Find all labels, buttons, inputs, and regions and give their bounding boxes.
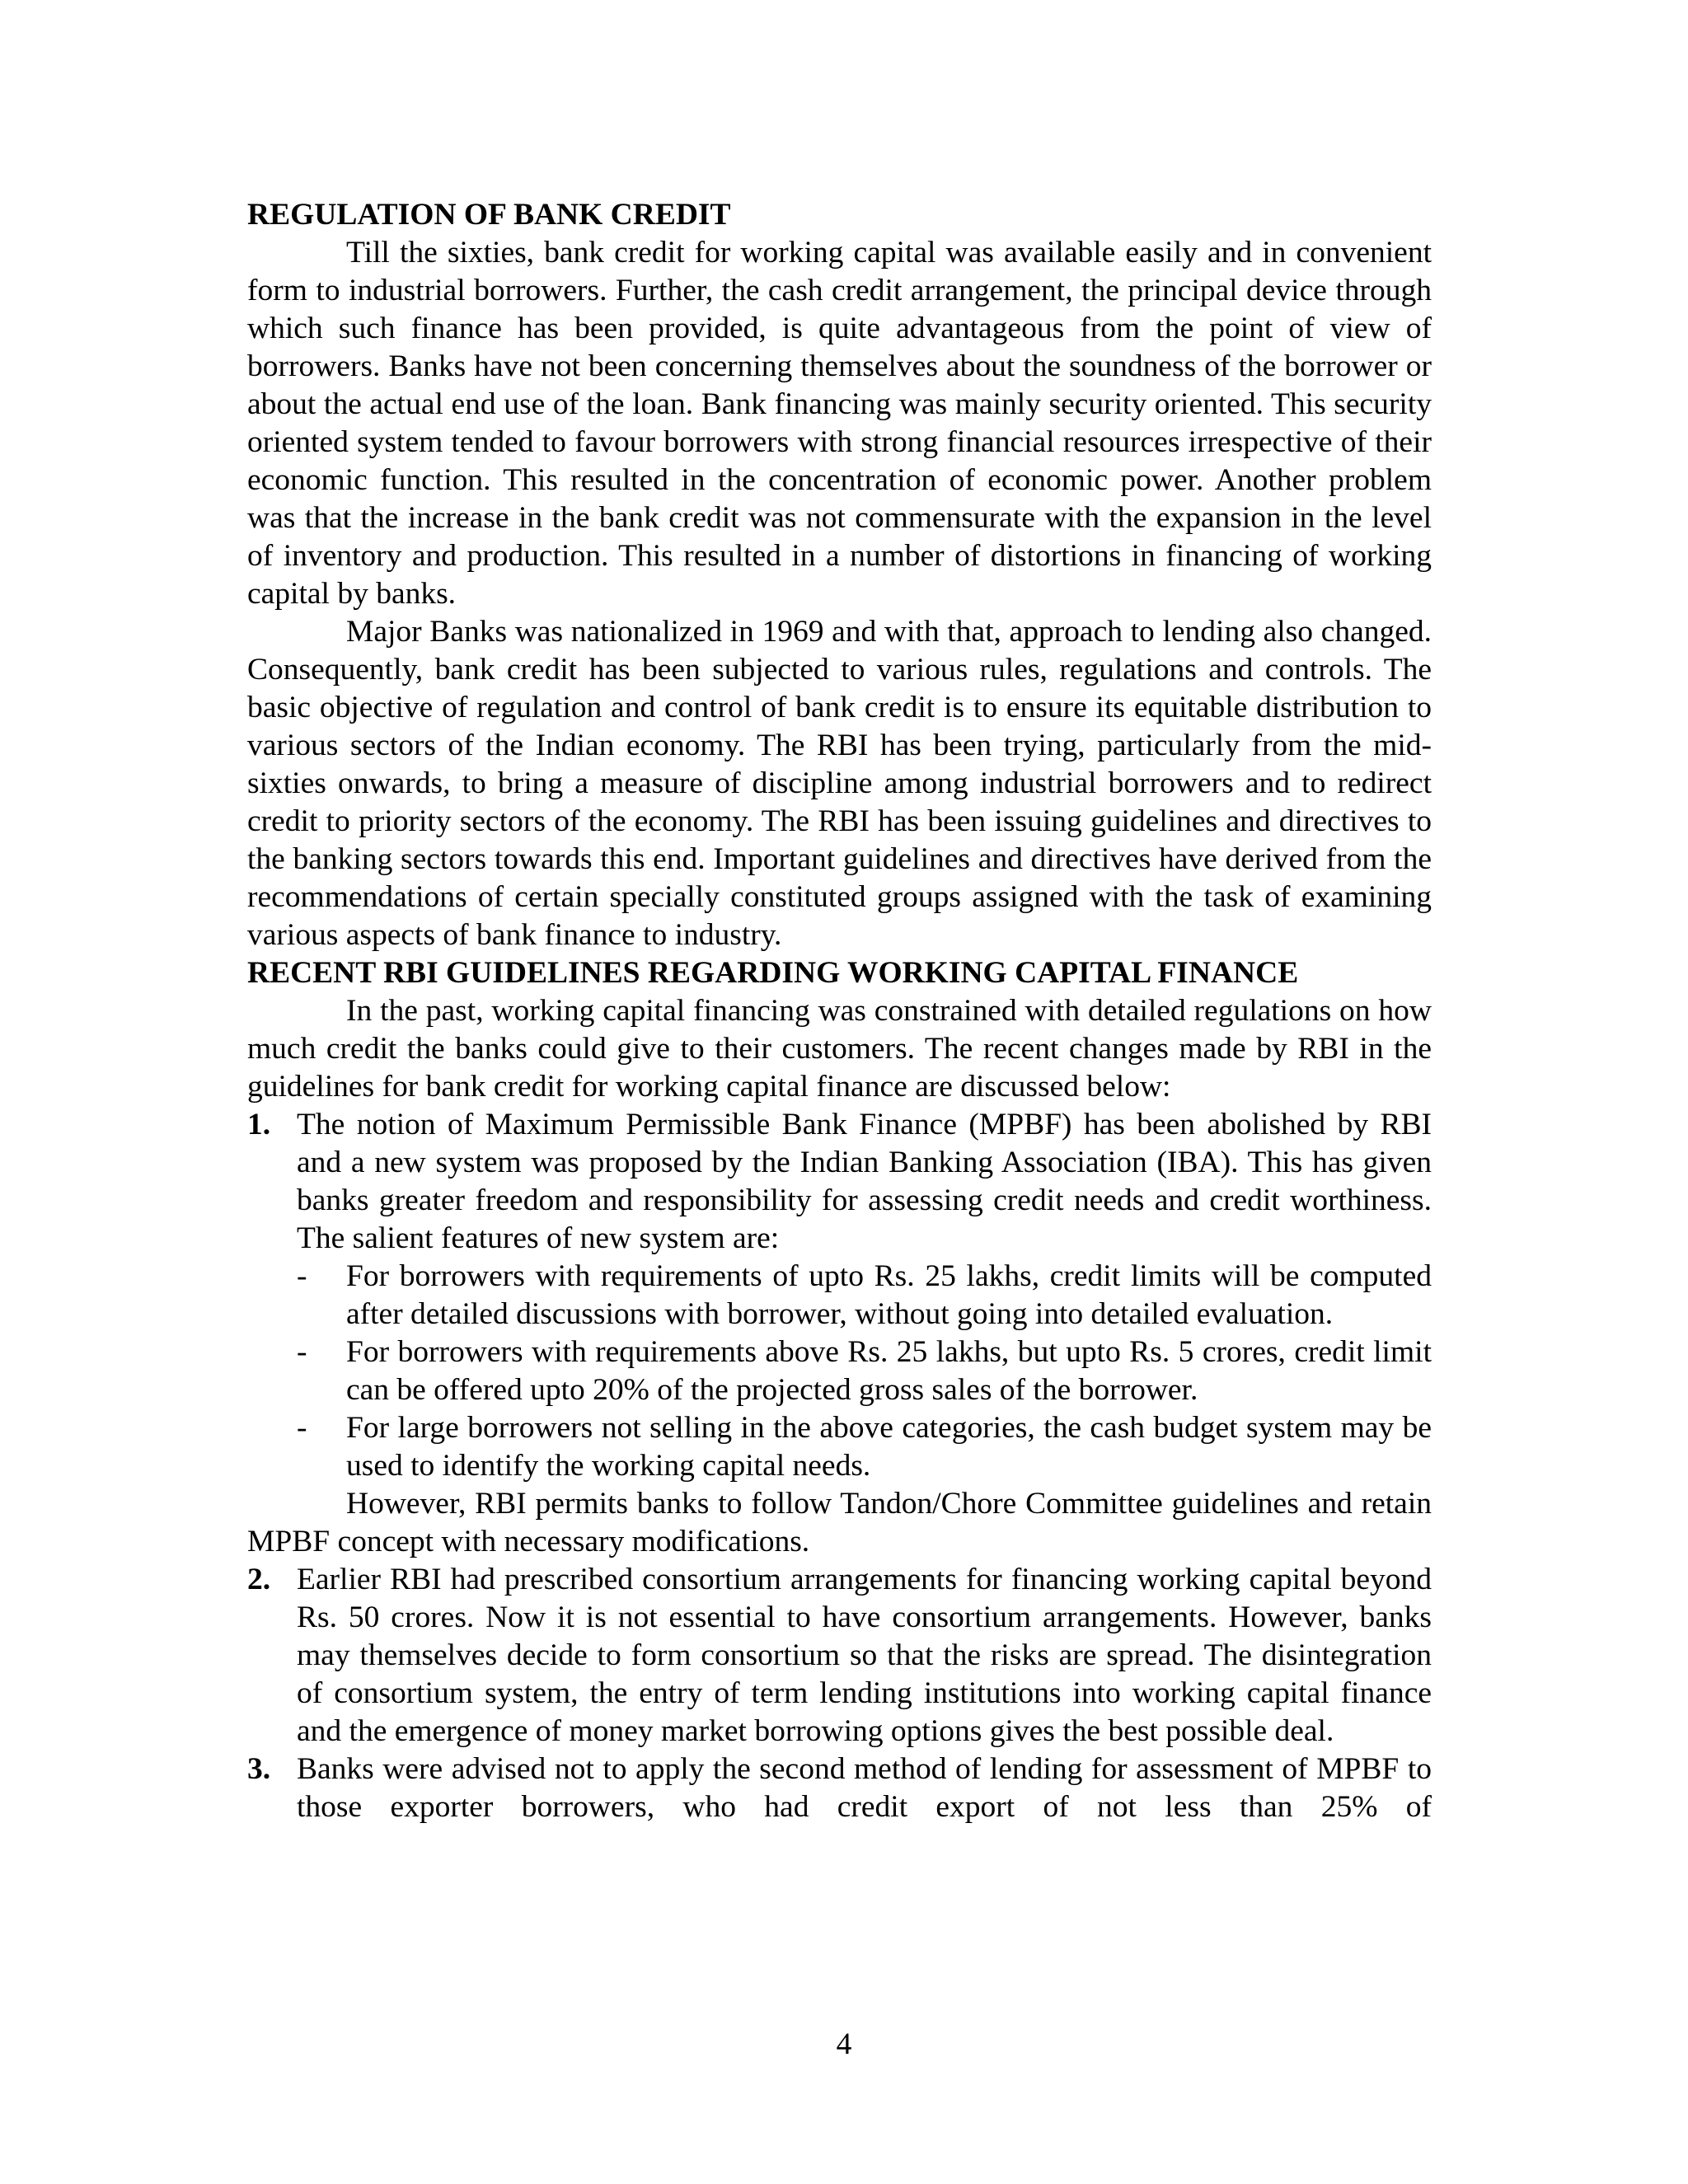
item-text: Banks were advised not to apply the second method of lending for assessment of MPBF to those exporter borrowers, who had credit export of not less than 25% of — [297, 1752, 1432, 1824]
item-body — [297, 1106, 1432, 1485]
numbered-item-2 — [247, 1561, 1432, 1750]
numbered-item-1 — [247, 1106, 1432, 1485]
dash-bullet: - — [297, 1335, 307, 1369]
item-text: The notion of Maximum Permissible Bank Finance (MPBF) has been abolished by RBI and a new system was proposed by the Indian Banking Association (IBA). This has given banks greater freedom and responsibility for assessing credit needs and credit worthiness. The salient features of new system are: — [297, 1108, 1432, 1255]
bullet-item-2 — [297, 1333, 1432, 1409]
bullet-item-3 — [297, 1409, 1432, 1485]
item-body — [297, 1750, 1432, 1826]
item-body — [297, 1561, 1432, 1750]
bullet-item-1 — [297, 1258, 1432, 1333]
bullet-text: For large borrowers not selling in the above categories, the cash budget system may be used to identify the working capital needs. — [346, 1411, 1432, 1483]
dash-bullet: - — [297, 1259, 307, 1293]
section-heading-rbi-guidelines: RECENT RBI GUIDELINES REGARDING WORKING CAPITAL FINANCE — [247, 956, 1299, 990]
section-heading-regulation: REGULATION OF BANK CREDIT — [247, 198, 731, 232]
item-number: 1. — [247, 1108, 271, 1141]
paragraph-guidelines-intro: In the past, working capital financing was constrained with detailed regulations on how much credit the banks could give to their customers. The recent changes made by RBI in the guidelines for bank credit for working capital finance are discussed below: — [247, 994, 1432, 1104]
bullet-text: For borrowers with requirements above Rs. 25 lakhs, but upto Rs. 5 crores, credit limit can be offered upto 20% of the projected gross sales of the borrower. — [346, 1335, 1432, 1407]
page-number: 4 — [836, 2027, 852, 2061]
paragraph-regulation-2: Major Banks was nationalized in 1969 and with that, approach to lending also changed. Consequently, bank credit has been subjected to various rules, regulations and controls. The basic objective of regulation and control of bank credit is to ensure its equitable distribution to various sectors of the Indian economy. The RBI has been trying, particularly from the mid-sixties onwards, to bring a measure of discipline among industrial borrowers and to redirect credit to priority sectors of the economy. The RBI has been issuing guidelines and directives to the banking sectors towards this end. Important guidelines and directives have derived from the recommendations of certain specially constituted groups assigned with the task of examining various aspects of bank finance to industry. — [247, 615, 1432, 952]
paragraph-regulation-1: Till the sixties, bank credit for working capital was available easily and in convenient form to industrial borrowers. Further, the cash credit arrangement, the principal device through which such finance has been provided, is quite advantageous from the point of view of borrowers. Banks have not been concerning themselves about the soundness of the borrower or about the actual end use of the loan. Bank financing was mainly security oriented. This security oriented system tended to favour borrowers with strong financial resources irrespective of their economic function. This resulted in the concentration of economic power. Another problem was that the increase in the bank credit was not commensurate with the expansion in the level of inventory and production. This resulted in a number of distortions in financing of working capital by banks. — [247, 236, 1432, 611]
item-number: 2. — [247, 1563, 271, 1596]
paragraph-item-1-note: However, RBI permits banks to follow Tandon/Chore Committee guidelines and retain MPBF concept with necessary modifications. — [247, 1487, 1432, 1558]
numbered-item-3 — [247, 1750, 1432, 1826]
item-text: Earlier RBI had prescribed consortium arrangements for financing working capital beyond Rs. 50 crores. Now it is not essential to have consortium arrangements. However, banks may themselves decide to form consortium so that the risks are spread. The disintegration of consortium system, the entry of term lending institutions into working capital finance and the emergence of money market borrowing options gives the best possible deal. — [297, 1563, 1432, 1748]
item-number: 3. — [247, 1752, 271, 1786]
document-page — [247, 196, 1432, 1826]
dash-bullet: - — [297, 1411, 307, 1445]
bullet-text: For borrowers with requirements of upto Rs. 25 lakhs, credit limits will be computed after detailed discussions with borrower, without going into detailed evaluation. — [346, 1259, 1432, 1331]
